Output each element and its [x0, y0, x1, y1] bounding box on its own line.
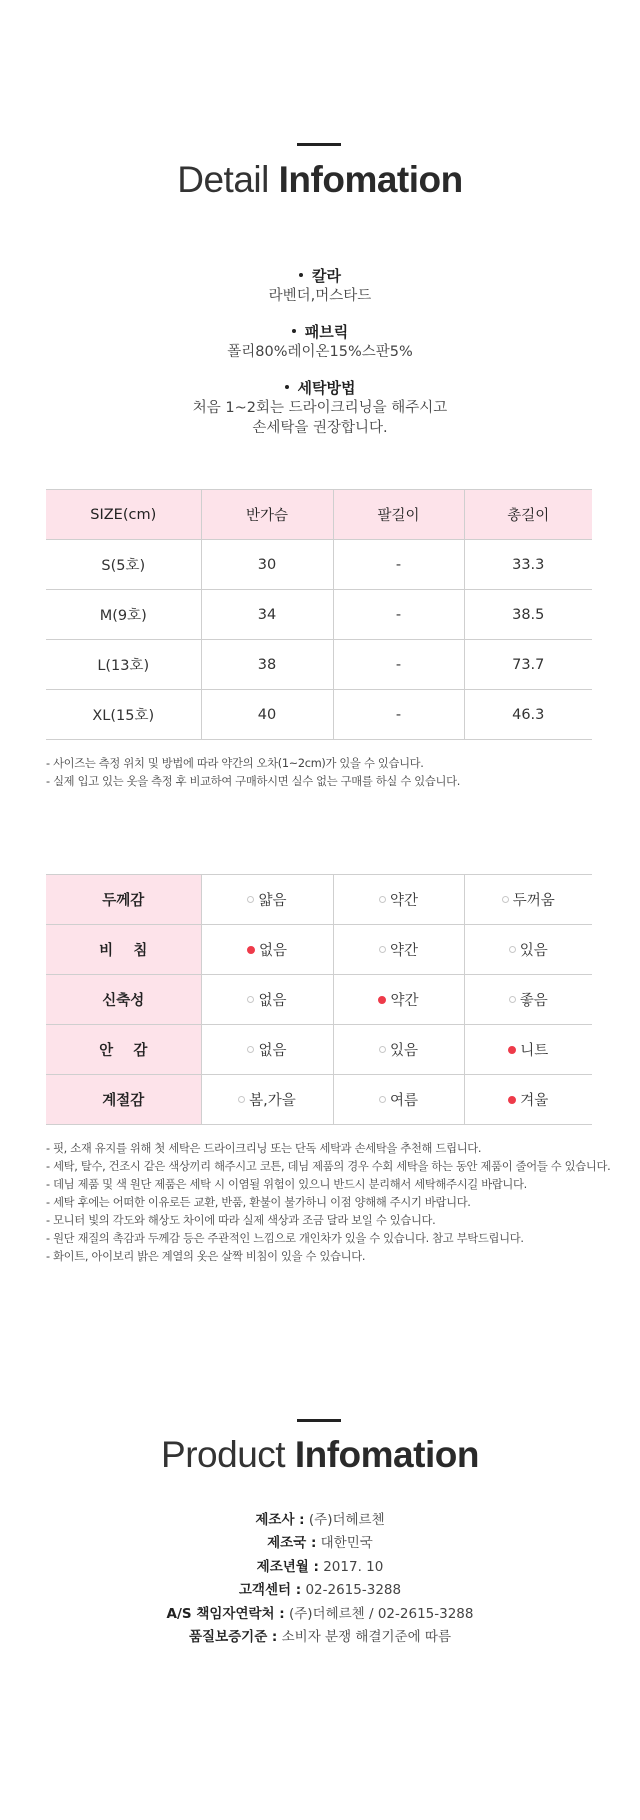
product-info-value: 대한민국: [320, 1535, 373, 1552]
product-title-light: Product: [161, 1434, 286, 1475]
attribute-label: 신축성: [46, 975, 201, 1025]
attribute-option: [464, 1075, 592, 1125]
product-title: [0, 1433, 640, 1477]
size-header-cell: 팔길이: [333, 490, 464, 540]
size-table-header: [46, 490, 592, 540]
attribute-option-label: 약간: [390, 993, 419, 1009]
radio-empty-icon: [502, 896, 509, 903]
note-line: - 화이트, 아이보리 밝은 계열의 옷은 살짝 비침이 있을 수 있습니다.: [46, 1250, 366, 1263]
product-title-bold: Infomation: [294, 1434, 479, 1475]
product-info-row: [0, 1603, 640, 1626]
table-row: [46, 690, 592, 740]
attribute-option: [201, 1025, 333, 1075]
radio-selected-icon: [378, 996, 386, 1004]
attribute-option: [333, 975, 464, 1025]
attribute-option: [464, 875, 592, 925]
size-cell: S(5호): [46, 540, 201, 590]
radio-selected-icon: [508, 1046, 516, 1054]
product-info-row: [0, 1579, 640, 1602]
attribute-option: [201, 875, 333, 925]
product-info-row: [0, 1626, 640, 1649]
product-info-key: 제조사 :: [255, 1512, 305, 1528]
attribute-option-label: 없음: [258, 993, 287, 1009]
detail-list: [0, 266, 640, 454]
attribute-option-label: 있음: [519, 943, 548, 959]
product-info-key: 제조년월 :: [256, 1558, 319, 1575]
size-header-cell: 총길이: [464, 490, 592, 540]
product-info-value: 02-2615-3288: [305, 1582, 402, 1599]
attribute-option-label: 겨울: [520, 1093, 549, 1109]
size-cell: -: [333, 540, 464, 590]
radio-empty-icon: [379, 946, 386, 953]
attribute-option-label: 약간: [389, 943, 418, 959]
table-row: [46, 1025, 592, 1075]
table-row: [46, 925, 592, 975]
radio-selected-icon: [508, 1096, 516, 1104]
attribute-option-label: 있음: [389, 1043, 418, 1059]
section-divider: [297, 143, 341, 146]
note-line: - 세탁 후에는 어떠한 이유로든 교환, 반품, 환불이 불가하니 이점 양해해 주시기 바랍니다.: [46, 1196, 471, 1209]
radio-empty-icon: [238, 1096, 245, 1103]
attribute-option-label: 약간: [389, 893, 418, 909]
note-line: - 모니터 빛의 각도와 해상도 차이에 따라 실제 색상과 조금 달라 보일 수 있습니다.: [46, 1214, 436, 1227]
detail-item-fabric: [0, 322, 640, 362]
size-cell: 34: [201, 590, 333, 640]
size-cell: -: [333, 690, 464, 740]
attribute-option-label: 여름: [389, 1093, 418, 1109]
radio-empty-icon: [509, 996, 516, 1003]
note-line: - 실제 입고 있는 옷을 측정 후 비교하여 구매하시면 실수 없는 구매를 하실 수 있습니다.: [46, 775, 460, 788]
attribute-label: 두께감: [46, 875, 201, 925]
note-line: - 데님 제품 및 색 원단 제품은 세탁 시 이염될 위험이 있으니 반드시 분리해서 세탁해주시길 바랍니다.: [46, 1178, 527, 1191]
table-row: [46, 590, 592, 640]
detail-label: 패브릭: [304, 323, 349, 341]
attribute-option: [333, 1025, 464, 1075]
attribute-option: [201, 975, 333, 1025]
size-cell: M(9호): [46, 590, 201, 640]
product-info-value: 2017. 10: [323, 1558, 384, 1575]
attribute-label: 계절감: [46, 1075, 201, 1125]
size-cell: 73.7: [464, 640, 592, 690]
size-notes: [46, 755, 606, 791]
attribute-option: [464, 1025, 592, 1075]
detail-item-washing: [0, 378, 640, 438]
radio-empty-icon: [247, 896, 254, 903]
table-row: [46, 1075, 592, 1125]
radio-empty-icon: [379, 1096, 386, 1103]
product-info-row: [0, 1532, 640, 1555]
size-cell: 38: [201, 640, 333, 690]
radio-empty-icon: [247, 1046, 254, 1053]
product-info: [0, 1509, 640, 1649]
fabric-attribute-table: [46, 874, 592, 1125]
size-cell: 46.3: [464, 690, 592, 740]
attribute-option: [333, 875, 464, 925]
size-cell: -: [333, 590, 464, 640]
size-cell: XL(15호): [46, 690, 201, 740]
note-line: - 원단 재질의 촉감과 두께감 등은 주관적인 느낌으로 개인차가 있을 수 있습니다. 참고 부탁드립니다.: [46, 1232, 524, 1245]
attribute-option-label: 니트: [520, 1043, 549, 1059]
note-line: - 핏, 소재 유지를 위해 첫 세탁은 드라이크리닝 또는 단독 세탁과 손세탁을 추천해 드립니다.: [46, 1142, 482, 1155]
attribute-option: [464, 925, 592, 975]
size-cell: 30: [201, 540, 333, 590]
detail-label: 세탁방법: [297, 379, 356, 397]
attribute-option-label: 없음: [258, 1043, 287, 1059]
size-header-cell: 반가슴: [201, 490, 333, 540]
attribute-option: [464, 975, 592, 1025]
product-info-value: (주)더헤르첸 / 02-2615-3288: [288, 1605, 474, 1622]
size-header-cell: SIZE(cm): [46, 490, 201, 540]
attribute-option-label: 봄,가을: [249, 1093, 296, 1109]
radio-empty-icon: [379, 1046, 386, 1053]
table-row: [46, 540, 592, 590]
detail-value: 폴리80%레이온15%스판5%: [227, 344, 413, 360]
attribute-option-label: 좋음: [519, 993, 548, 1009]
attribute-option: [201, 1075, 333, 1125]
detail-value: 손세탁을 권장합니다.: [252, 420, 388, 436]
care-notes: [46, 1140, 611, 1266]
table-row: [46, 640, 592, 690]
attribute-option-label: 얇음: [258, 893, 287, 909]
bullet-icon: [285, 385, 289, 389]
size-cell: 38.5: [464, 590, 592, 640]
radio-selected-icon: [247, 946, 255, 954]
bullet-icon: [299, 273, 303, 277]
size-cell: -: [333, 640, 464, 690]
size-table: [46, 489, 592, 740]
detail-item-color: [0, 266, 640, 306]
detail-value: 라벤더,머스타드: [268, 288, 372, 304]
radio-empty-icon: [379, 896, 386, 903]
detail-title: [0, 158, 640, 202]
attribute-option: [201, 925, 333, 975]
radio-empty-icon: [509, 946, 516, 953]
attribute-option-label: 두꺼움: [512, 893, 555, 909]
product-info-row: [0, 1556, 640, 1579]
product-info-value: (주)더헤르첸: [308, 1512, 385, 1528]
product-info-value: 소비자 분쟁 해결기준에 따름: [281, 1629, 452, 1646]
detail-value: 처음 1~2회는 드라이크리닝을 해주시고: [192, 400, 448, 416]
section-divider: [297, 1419, 341, 1422]
note-line: - 사이즈는 측정 위치 및 방법에 따라 약간의 오차(1~2cm)가 있을 수 있습니다.: [46, 757, 424, 770]
product-info-key: 품질보증기준 :: [188, 1629, 278, 1646]
size-cell: L(13호): [46, 640, 201, 690]
attribute-label: 안 감: [46, 1025, 201, 1075]
product-info-key: A/S 책임자연락처 :: [166, 1605, 285, 1622]
size-cell: 33.3: [464, 540, 592, 590]
attribute-option: [333, 925, 464, 975]
attribute-option: [333, 1075, 464, 1125]
product-info-key: 고객센터 :: [238, 1582, 302, 1599]
detail-label: 칼라: [312, 267, 341, 285]
bullet-icon: [292, 329, 296, 333]
detail-title-light: Detail: [177, 159, 269, 200]
attribute-label: 비 침: [46, 925, 201, 975]
detail-title-bold: Infomation: [278, 159, 463, 200]
radio-empty-icon: [247, 996, 254, 1003]
table-row: [46, 875, 592, 925]
size-cell: 40: [201, 690, 333, 740]
attribute-option-label: 없음: [258, 943, 287, 959]
product-info-row: [0, 1509, 640, 1532]
table-row: [46, 975, 592, 1025]
note-line: - 세탁, 탈수, 건조시 같은 색상끼리 해주시고 코튼, 데님 제품의 경우 수회 세탁을 하는 동안 제품이 줄어들 수 있습니다.: [46, 1160, 611, 1173]
product-info-key: 제조국 :: [267, 1535, 317, 1552]
